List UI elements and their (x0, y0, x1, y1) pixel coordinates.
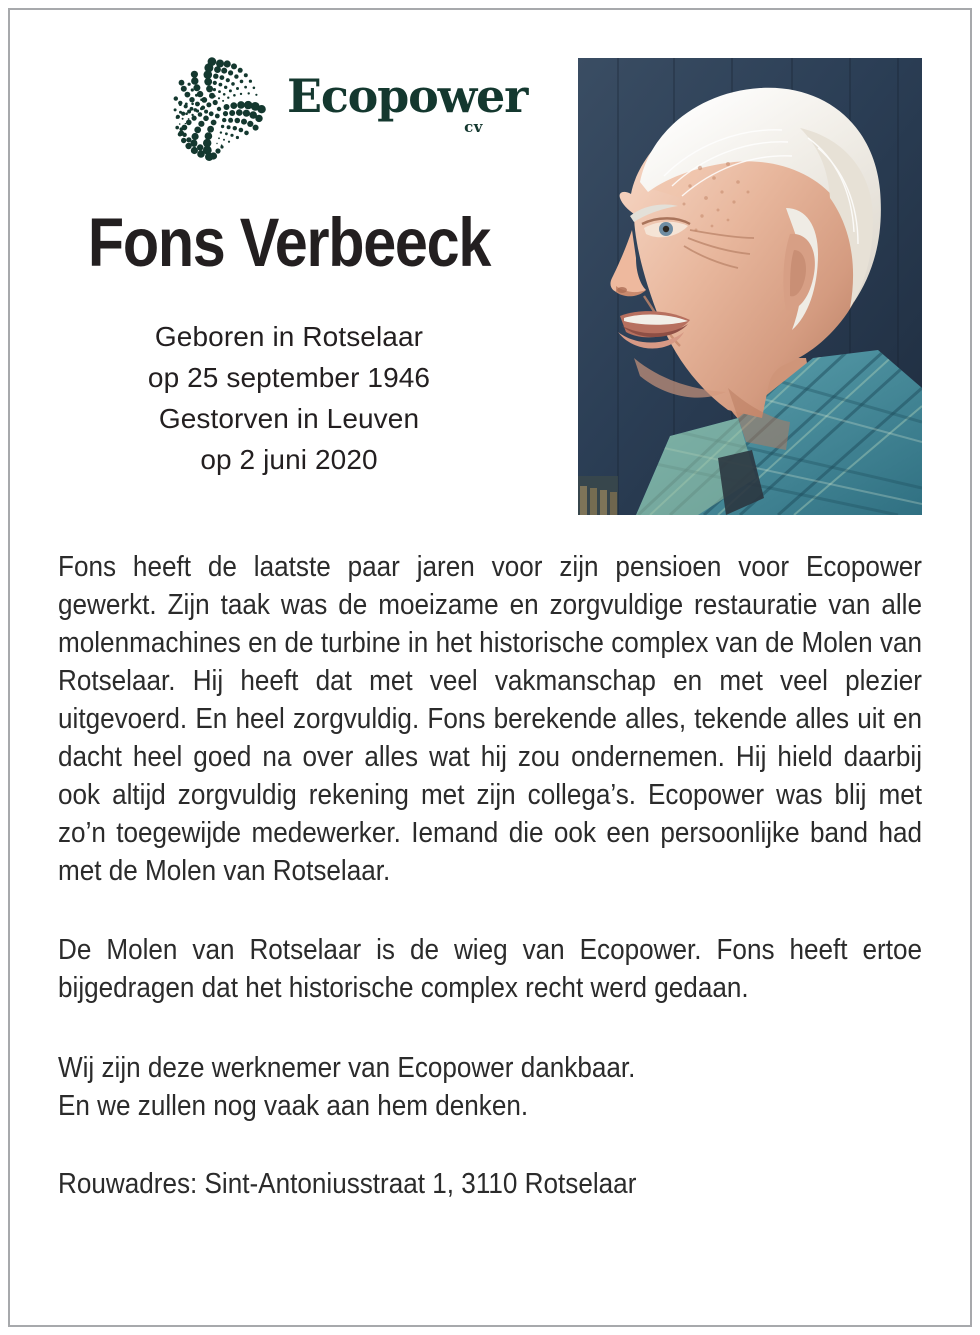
ecopower-wordmark-suffix: cv (464, 118, 483, 136)
body-paragraph-3-line-2: En we zullen nog vaak aan hem denken. (58, 1090, 529, 1122)
body-paragraph-2: De Molen van Rotselaar is de wieg van Ecopower. Fons heeft ertoe bijgedragen dat het historische complex recht werd gedaan. (58, 934, 922, 1004)
ecopower-dot-spiral-logo-icon (165, 55, 273, 163)
body-paragraph-1: Fons heeft de laatste paar jaren voor zijn pensioen voor Ecopower gewerkt. Zijn taak was de moeizame en zorgvuldige restauratie van alle molenmachines en de turbine in het historische complex van de Molen van Rotselaar. Hij heeft dat met veel vakmanschap en met veel plezier uitgevoerd. En heel zorgvuldig. Fons berekende alles, tekende alles uit en dacht heel goed na over alles wat hij zou ondernemen. Hij hield daarbij ook altijd zorgvuldig rekening met zijn collega’s. Ecopower was blij met zo’n toegewijde medewerker. Iemand die ook een persoonlijke band had met de Molen van Rotselaar. (58, 551, 922, 887)
paragraph-spacer (58, 890, 922, 931)
body-paragraph-3-line-1: Wij zijn deze werknemer van Ecopower dankbaar. (58, 1052, 636, 1084)
birth-date-line: op 25 september 1946 (147, 362, 431, 393)
paragraph-spacer (58, 1125, 922, 1165)
ecopower-logo (165, 55, 528, 167)
page-title: Fons Verbeeck (87, 204, 491, 281)
ecopower-wordmark-text: Ecopower (287, 69, 528, 123)
paragraph-spacer (58, 1007, 922, 1049)
death-date-line: op 2 juni 2020 (200, 444, 378, 475)
notice-body (58, 548, 922, 1203)
death-place-line: Gestorven in Leuven (158, 403, 420, 434)
ecopower-wordmark (287, 69, 528, 153)
mourning-address: Rouwadres: Sint-Antoniusstraat 1, 3110 Rotselaar (58, 1168, 637, 1200)
birth-death-details (0, 316, 578, 480)
birth-place-line: Geboren in Rotselaar (154, 321, 424, 352)
portrait-photo (578, 58, 922, 515)
notice-header (0, 0, 980, 530)
